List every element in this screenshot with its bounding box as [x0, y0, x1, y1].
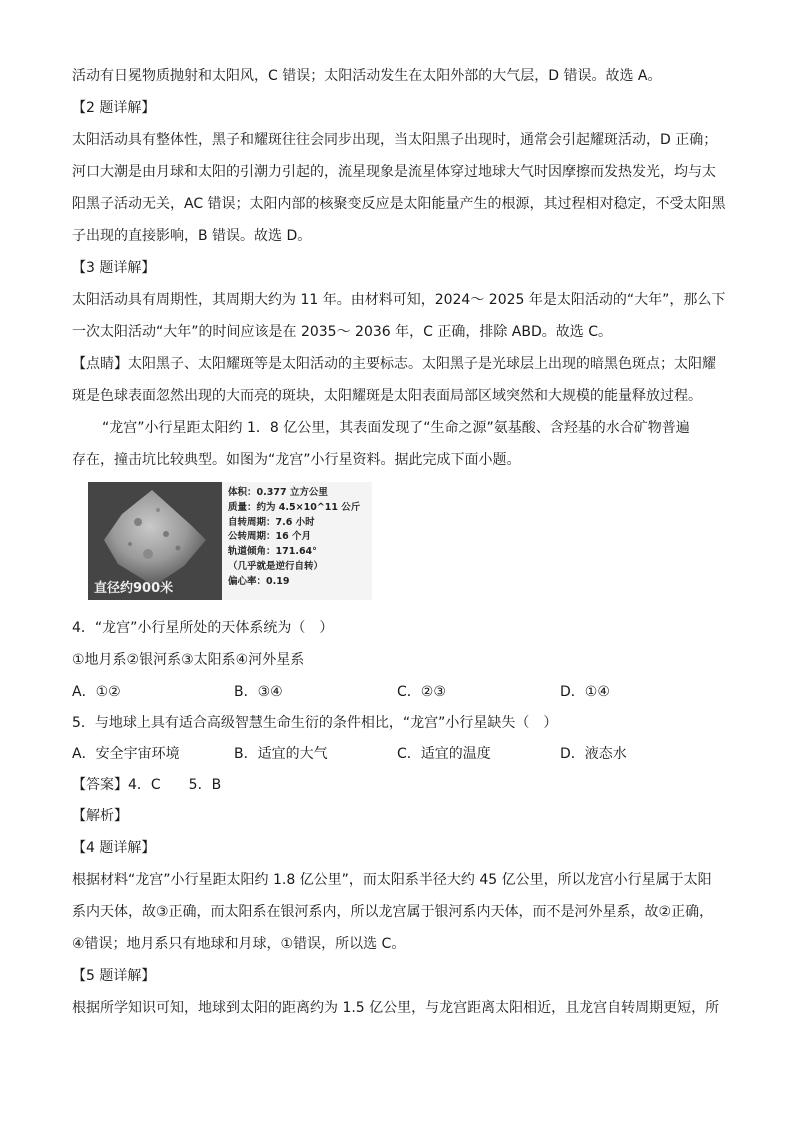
q4-option-d: D．①④: [560, 684, 610, 700]
text-line: ④错误；地月系只有地球和月球，①错误，所以选 C。: [72, 936, 406, 952]
text-line: 太阳活动具有整体性，黑子和耀斑往往会同步出现，当太阳黑子出现时，通常会引起耀斑活动，D 正确；: [72, 132, 718, 148]
asteroid-photo: [88, 482, 222, 600]
text-line: 太阳活动具有周期性，其周期大约为 11 年。由材料可知，2024～ 2025 年是太阳活动的“大年”，那么下: [72, 292, 726, 308]
q5-option-d: D．液态水: [560, 746, 627, 762]
text-line: 阳黑子活动无关，AC 错误；太阳内部的核聚变反应是太阳能量产生的根源，其过程相对稳定，不受太阳黑: [72, 196, 726, 212]
text-line: 一次太阳活动“大年”的时间应该是在 2035～ 2036 年，C 正确，排除 ABD。故选 C。: [72, 324, 612, 340]
section-heading: 【2 题详解】: [72, 100, 156, 116]
text-line: 河口大潮是由月球和太阳的引潮力引起的，流星现象是流星体穿过地球大气时因摩擦而发热发光，均与太: [72, 164, 716, 180]
info-volume: 体积：0.377 立方公里: [228, 487, 328, 498]
text-line: 系内天体，故③正确，而太阳系在银河系内，所以龙宫属于银河系内天体，而不是河外星系，故②正确，: [72, 904, 714, 920]
info-inclination: 轨道倾角：171.64°: [228, 546, 317, 558]
text-line: 活动有日冕物质抛射和太阳风，C 错误；太阳活动发生在太阳外部的大气层，D 错误。故选 A。: [72, 68, 662, 84]
question-4: 4．“龙宫”小行星所处的天体系统为（ ）: [72, 620, 334, 636]
text-line: 根据材料“龙宫”小行星距太阳约 1.8 亿公里”，而太阳系半径大约 45 亿公里，所以龙宫小行星属于太阳: [72, 872, 712, 888]
info-rotation-period: 自转周期：7.6 小时: [228, 516, 315, 528]
info-eccentricity: 偏心率：0.19: [228, 575, 290, 587]
ryugu-asteroid-figure: [88, 482, 372, 600]
question-5: 5．与地球上具有适合高级智慧生命生衍的条件相比，“龙宫”小行星缺失（ ）: [72, 715, 558, 731]
diameter-caption: 直径约900米: [94, 581, 174, 596]
answer-line: 【答案】4．C 5．B: [72, 777, 222, 793]
q5-option-a: A．安全宇宙环境: [72, 746, 180, 762]
text-line: 斑是色球表面忽然出现的大而亮的斑块，太阳耀斑是太阳表面局部区域突然和大规模的能量释放过程。: [72, 388, 702, 404]
section-heading: 【3 题详解】: [72, 260, 156, 276]
info-note: （几乎就是逆行自转）: [228, 560, 324, 572]
q4-option-c: C．②③: [397, 684, 446, 700]
q4-option-b: B．③④: [234, 684, 283, 700]
analysis-heading: 【解析】: [72, 808, 128, 824]
q4-option-a: A．①②: [72, 684, 121, 700]
material-paragraph: “龙宫”小行星距太阳约 1．8 亿公里，其表面发现了“生命之源”氨基酸、含羟基的水合矿物普遍: [102, 420, 690, 436]
info-orbital-period: 公转周期：16 个月: [228, 531, 312, 543]
question-4-items: ①地月系②银河系③太阳系④河外星系: [72, 652, 305, 668]
text-line: 根据所学知识可知，地球到太阳的距离约为 1.5 亿公里，与龙宫距离太阳相近，且龙宫自转周期更短，所: [72, 1000, 720, 1016]
q5-option-b: B．适宜的大气: [234, 746, 328, 762]
text-line: 子出现的直接影响，B 错误。故选 D。: [72, 228, 312, 244]
note-heading: 【点睛】太阳黑子、太阳耀斑等是太阳活动的主要标志。太阳黑子是光球层上出现的暗黑色斑点；太阳耀: [72, 356, 716, 372]
info-mass: 质量：约为 4.5×10^11 公斤: [228, 501, 361, 513]
section-heading: 【4 题详解】: [72, 840, 156, 856]
asteroid-info-panel: [228, 486, 370, 590]
text-line: 存在，撞击坑比较典型。如图为“龙宫”小行星资料。据此完成下面小题。: [72, 452, 521, 468]
section-heading: 【5 题详解】: [72, 968, 156, 984]
q5-option-c: C．适宜的温度: [397, 746, 491, 762]
